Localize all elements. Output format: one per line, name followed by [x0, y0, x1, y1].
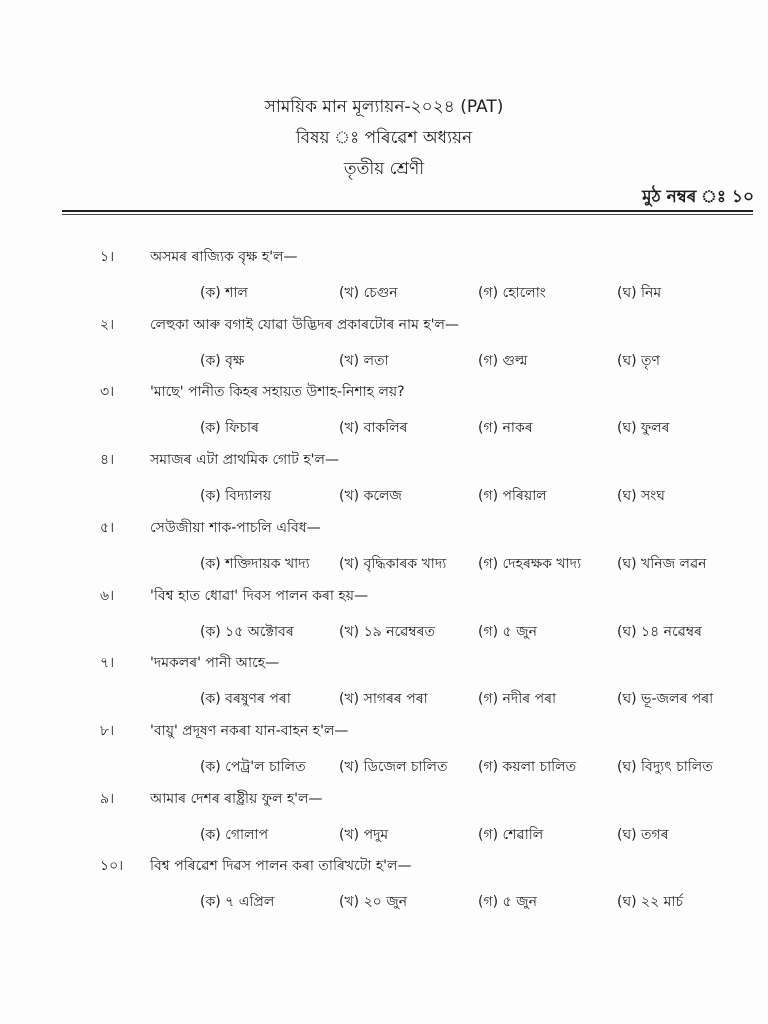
total-marks: মুঠ নম্বৰ ঃ ১০	[642, 187, 754, 207]
answer-option: (ক) ৭ এপ্ৰিল	[200, 894, 275, 910]
question-text: সেউজীয়া শাক-পাচলি এবিধ—	[150, 520, 321, 536]
question-text: অসমৰ ৰাজ্যিক বৃক্ষ হ'ল—	[150, 249, 298, 265]
answer-option: (ঘ) নিম	[617, 285, 662, 301]
question-text: লেহুকা আৰু বগাই যোৱা উদ্ভিদৰ প্ৰকাৰটোৰ নাম হ'ল—	[150, 317, 459, 333]
answer-option: (গ) কয়লা চালিত	[478, 759, 577, 775]
answer-option: (গ) নাকৰ	[478, 420, 533, 436]
answer-option: (খ) লতা	[339, 353, 389, 369]
answer-option: (ঘ) ভূ-জলৰ পৰা	[617, 691, 714, 707]
class-line: তৃতীয় শ্ৰেণী	[343, 159, 425, 179]
answer-option: (ঘ) ১৪ নৱেম্বৰ	[617, 624, 702, 640]
answer-option: (গ) গুল্ম	[478, 353, 528, 369]
answer-option: (ঘ) সংঘ	[617, 488, 665, 504]
answer-option: (ক) ১৫ অক্টোবৰ	[200, 624, 294, 640]
answer-option: (ক) পেট্ৰ'ল চালিত	[200, 759, 306, 775]
question-text: 'দমকলৰ' পানী আহে—	[150, 655, 280, 671]
answer-option: (খ) পদুম	[339, 827, 389, 843]
answer-option: (খ) ২০ জুন	[339, 894, 408, 910]
question-number: ৯।	[100, 791, 115, 807]
header-divider-thin	[62, 214, 753, 215]
answer-option: (ক) শক্তিদায়ক খাদ্য	[200, 556, 310, 572]
answer-option: (গ) হোলোং	[478, 285, 546, 301]
question-text: 'মাছে' পানীত কিহৰ সহায়ত উশাহ-নিশাহ লয়?	[150, 384, 405, 400]
question-text: আমাৰ দেশৰ ৰাষ্ট্ৰীয় ফুল হ'ল—	[150, 791, 323, 807]
subject-line: বিষয় ঃ পৰিৱেশ অধ্যয়ন	[295, 128, 473, 148]
question-number: ৮।	[100, 723, 115, 739]
answer-option: (ঘ) ফুলৰ	[617, 420, 670, 436]
answer-option: (ক) বৃক্ষ	[200, 353, 245, 369]
answer-option: (ঘ) তগৰ	[617, 827, 669, 843]
answer-option: (খ) ১৯ নৱেম্বৰত	[339, 624, 435, 640]
answer-option: (ক) বৰষুণৰ পৰা	[200, 691, 291, 707]
answer-option: (ক) গোলাপ	[200, 827, 269, 843]
question-text: বিশ্ব পৰিৱেশ দিৱস পালন কৰা তাৰিখটো হ'ল—	[150, 858, 412, 874]
answer-option: (গ) শেৱালি	[478, 827, 544, 843]
answer-option: (গ) ৫ জুন	[478, 894, 537, 910]
question-text: 'বায়ু' প্ৰদূষণ নকৰা যান-বাহন হ'ল—	[150, 723, 349, 739]
question-number: ৪।	[100, 452, 115, 468]
exam-title: সাময়িক মান মূল্যায়ন-২০২৪ (PAT)	[264, 97, 504, 117]
answer-option: (ক) বিদ্যালয়	[200, 488, 272, 504]
question-text: 'বিশ্ব হাত ধোৱা' দিবস পালন কৰা হয়—	[150, 588, 369, 604]
question-number: ২।	[100, 317, 115, 333]
answer-option: (খ) বৃদ্ধিকাৰক খাদ্য	[339, 556, 447, 572]
answer-option: (ঘ) খনিজ লৱন	[617, 556, 707, 572]
question-number: ৭।	[100, 655, 115, 671]
question-number: ১।	[100, 249, 115, 265]
answer-option: (খ) ডিজেল চালিত	[339, 759, 448, 775]
answer-option: (গ) নদীৰ পৰা	[478, 691, 557, 707]
question-text: সমাজৰ এটা প্ৰাথমিক গোট হ'ল—	[150, 452, 339, 468]
answer-option: (খ) সাগৰৰ পৰা	[339, 691, 428, 707]
answer-option: (ক) শাল	[200, 285, 248, 301]
answer-option: (গ) পৰিয়াল	[478, 488, 547, 504]
answer-option: (ক) ফিচাৰ	[200, 420, 259, 436]
answer-option: (ঘ) ২২ মাৰ্চ	[617, 894, 684, 910]
answer-option: (ঘ) তৃণ	[617, 353, 660, 369]
answer-option: (গ) ৫ জুন	[478, 624, 537, 640]
question-number: ৫।	[100, 520, 115, 536]
question-number: ৩।	[100, 384, 115, 400]
answer-option: (খ) বাকলিৰ	[339, 420, 408, 436]
answer-option: (খ) চেগুন	[339, 285, 398, 301]
question-number: ৬।	[100, 588, 115, 604]
answer-option: (খ) কলেজ	[339, 488, 402, 504]
answer-option: (ঘ) বিদ্যুৎ চালিত	[617, 759, 713, 775]
question-number: ১০।	[100, 858, 124, 874]
answer-option: (গ) দেহৰক্ষক খাদ্য	[478, 556, 582, 572]
header-divider	[62, 210, 753, 212]
